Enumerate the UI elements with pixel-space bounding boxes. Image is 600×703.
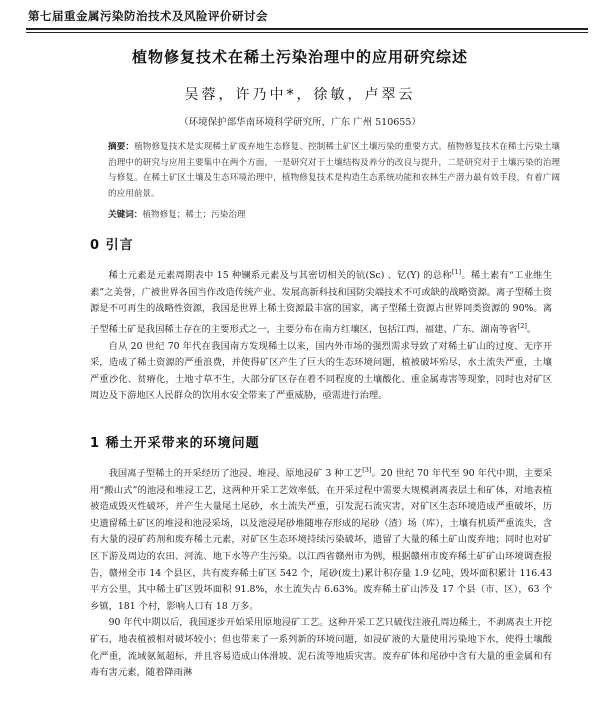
paragraph-text: 我国离子型稀土的开采经历了池浸、堆浸、原地浸矿 3 种工艺	[108, 468, 363, 480]
paragraph	[90, 462, 552, 615]
paragraph	[90, 264, 552, 339]
paragraph-text: 。	[526, 323, 537, 335]
keywords-label: 关键词：	[108, 210, 143, 220]
header-rule-thick	[26, 28, 588, 30]
section-body-environment	[90, 462, 552, 682]
citation-ref: [1]	[451, 268, 462, 276]
abstract-text: 植物修复技术是实现稀土矿废弃地生态修复、控制稀土矿区土壤污染的重要方式。植物修复技术在稀土污染土壤治理中的研究与应用主要集中在两个方面，一是研究对于土壤结构及养分的改良与提升，二是研究对于土壤污染的治理与修复。在稀土矿区土壤及生态环境治理中，植物修复技术是构造生态系统功能和农林生产潜力最有效手段，有着广阔的应用前景。	[108, 142, 560, 199]
citation-ref: [2]	[517, 321, 527, 330]
running-header: 第七届重金属污染防治技术及风险评价研讨会	[28, 9, 268, 23]
citation-ref: [3]	[362, 466, 372, 474]
paper-affiliation: （环境保护部华南环境科学研究所，广东 广州 510655）	[179, 117, 421, 128]
section-heading-intro: 0 引言	[90, 238, 134, 253]
section-body-intro	[90, 264, 552, 405]
paragraph-text: 。20 世纪 70 年代至 90 年代中期，主要采用“搬山式”的池浸和堆浸工艺，这两种开采工艺效率低，在开采过程中需要大规模剥离表层土和矿体，对地表植被造成毁灭性破坏，并产生大量尾土尾砂，水土流失严重，引发泥石流灾害，对矿区生态环境造成严重破坏，历史遗留稀土矿区的堆浸和池浸采场，以及池浸尾砂堆随堆存形成的尾砂（渣）场（库），土壤有机质严重流失，含有大量的浸矿药剂和废弃稀土元素，对矿区生态环境持续污染破坏，遗留了大量的稀土矿山废弃地；同时也对矿区下游及周边的农田、河流、地下水等产生污染。以江西省赣州市为例，根据赣州市废弃稀土矿矿山环境调查报告，赣州全市 14 个县区，共有废弃稀土矿区 542 个，尾砂(废土)累计积存量 1.9 亿吨，毁坏面积累计 116.43 平方公里，其中稀土矿区毁坏面积 91.8%，水土流失占 6.63%。废弃稀土矿山涉及 17 个县（市、区），63 个乡镇，181 个村，影响人口有 18 万多。	[90, 468, 552, 612]
paper-authors: 吴蓉，许乃中*，徐敏，卢翠云	[184, 87, 416, 103]
paragraph-text: 。稀土素有“工业维生素”之美誉，广被世界各国当作改造传统产业、发展高新科技和国防尖端技术不可或缺的战略资源。离子型稀土资源是不可再生的战略性资源，我国是世界上稀土资源最丰富的国家，离子型稀土资源占世界同类资源的 90%。离子型稀土矿是我国稀土存在的主要形式之一，主要分布在南方红壤区，包括江西、福建、广东、湖南等省	[90, 270, 552, 335]
section-heading-environment: 1 稀土开采带来的环境问题	[90, 436, 260, 451]
header-rule-thin	[26, 32, 588, 33]
keywords	[108, 208, 560, 220]
paragraph-text: 稀土元素是元素周期表中 15 种镧系元素及与其密切相关的钪(Sc) 、钇(Y) 的总称	[108, 270, 452, 282]
keywords-text: 植物修复；稀土；污染治理	[142, 210, 246, 220]
paragraph-text: 自从 20 世纪 70 年代在我国南方发现稀土以来，国内外市场的强烈需求导致了对稀土矿山的过度、无序开采，造成了稀土资源的严重浪费，并使得矿区产生了巨大的生态环境问题，植被破坏殆尽，水土流失严重，土壤严重沙化、贫瘠化，土地寸草不生，大部分矿区存在着不同程度的土壤酸化、重金属毒害等现象，同时也对矿区周边及下游地区人民群众的饮用水安全带来了严重威胁，亟需进行治理。	[90, 340, 552, 402]
paper-title: 植物修复技术在稀土污染治理中的应用研究综述	[131, 48, 468, 66]
paragraph	[90, 339, 552, 405]
paragraph	[90, 615, 552, 681]
abstract-label: 摘要：	[108, 142, 135, 152]
abstract	[108, 140, 560, 202]
paragraph-text: 90 年代中期以后，我国逐步开始采用原地浸矿工艺。这种开采工艺只破伐注液孔周边稀土，不剥离表土开挖矿石，地表植被相对破坏较小；但也带来了一系列新的环境问题，如浸矿液的大量使用污染地下水，使得土壤酸化严重，流域氨氮超标，并且容易造成山体滑坡、泥石流等地质灾害。废弃矿体和尾砂中含有大量的重金属和有毒有害元素，随着降雨淋	[90, 617, 552, 679]
